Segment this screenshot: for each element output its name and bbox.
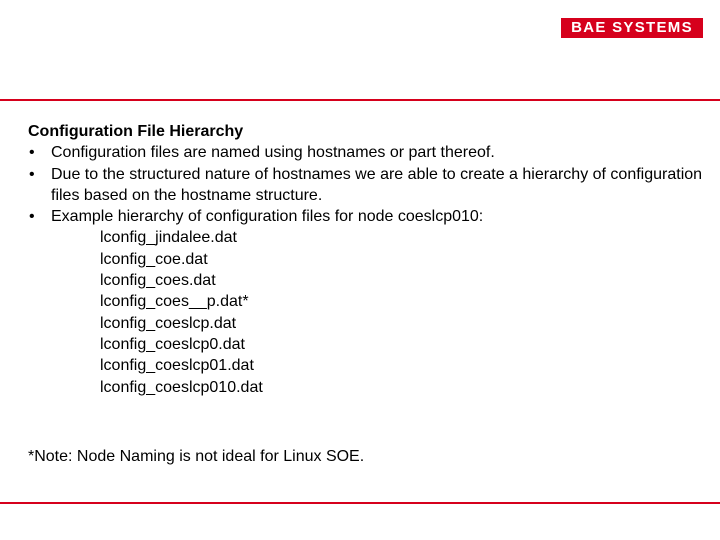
bottom-divider <box>0 502 720 504</box>
config-file-list <box>28 227 708 397</box>
bullet-item <box>28 206 708 227</box>
bullet-item <box>28 164 708 207</box>
bullet-marker: • <box>29 208 35 226</box>
slide-heading: Configuration File Hierarchy <box>28 123 244 140</box>
bullet-item <box>28 142 708 163</box>
top-divider <box>0 99 720 101</box>
bullet-marker: • <box>29 165 35 183</box>
config-file-item: lconfig_coeslcp.dat <box>100 314 237 332</box>
config-file-item: lconfig_coeslcp010.dat <box>100 378 263 396</box>
footnote: *Note: Node Naming is not ideal for Linux SOE. <box>28 448 365 465</box>
config-file-item: lconfig_coes__p.dat* <box>100 293 249 311</box>
bae-systems-logo: BAE SYSTEMS <box>561 18 703 38</box>
config-file-item: lconfig_coe.dat <box>100 250 208 268</box>
bullet-text: Due to the structured nature of hostnames we are able to create a hierarchy of configuration files based on the hostname structure. <box>51 165 703 204</box>
slide-body <box>28 121 708 398</box>
config-file-item: lconfig_coes.dat <box>100 272 216 290</box>
config-file-item: lconfig_coeslcp01.dat <box>100 357 254 375</box>
bullet-marker: • <box>29 144 35 162</box>
config-file-item: lconfig_coeslcp0.dat <box>100 335 245 353</box>
bullet-text: Example hierarchy of configuration files for node coeslcp010: <box>51 208 484 226</box>
config-file-item: lconfig_jindalee.dat <box>100 229 237 247</box>
bullet-text: Configuration files are named using hostnames or part thereof. <box>51 144 495 162</box>
